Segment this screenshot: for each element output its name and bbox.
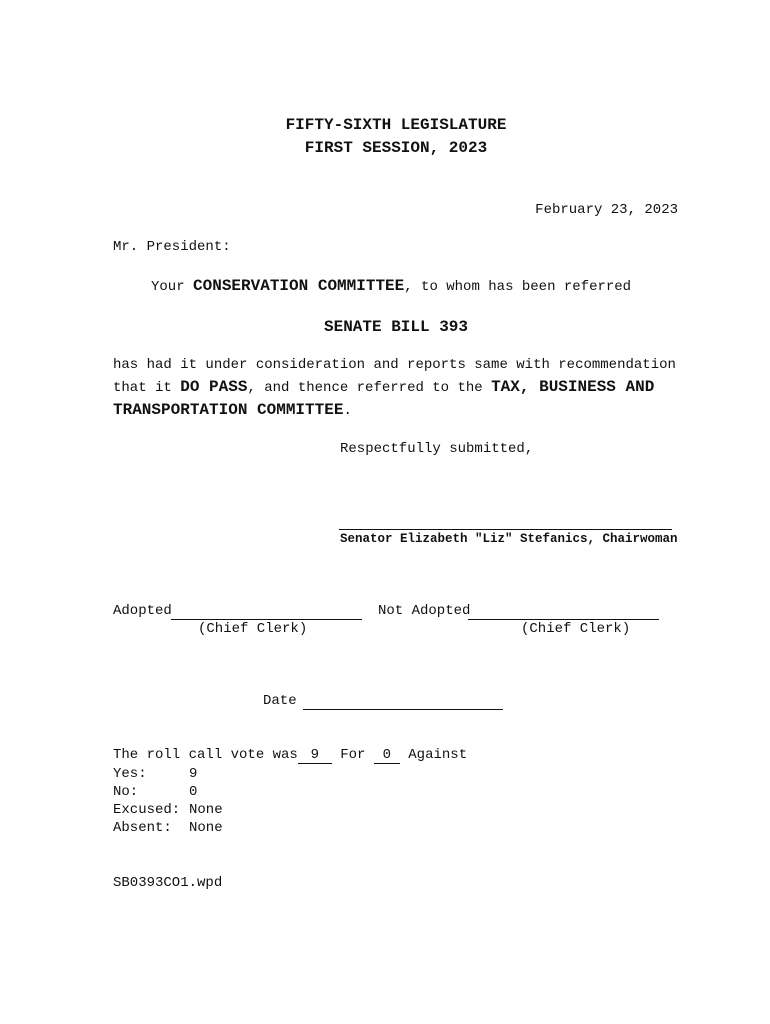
salutation: Mr. President: [113,239,231,255]
roll-call-intro: The roll call vote was [113,747,298,763]
committee-name: CONSERVATION COMMITTEE [193,277,405,295]
next-committee-part2: TRANSPORTATION COMMITTEE [113,401,344,419]
vote-row-value: 0 [189,784,198,800]
next-committee-part1: TAX, BUSINESS AND [491,378,655,396]
adopted-clerk-label: (Chief Clerk) [198,621,308,637]
for-count: 9 [298,747,332,764]
vote-row [113,802,223,818]
not-adopted-label: Not Adopted [378,603,471,619]
report-line-2 [113,378,654,396]
closing: Respectfully submitted, [340,441,534,457]
adopted-signature-line [171,619,362,620]
vote-row-label: Excused: [113,802,181,818]
session-heading: FIRST SESSION, 2023 [304,139,488,157]
file-name: SB0393CO1.wpd [113,875,223,891]
not-adopted-clerk-label: (Chief Clerk) [521,621,631,637]
against-count: 0 [374,747,400,764]
vote-row-label: Yes: [113,766,147,782]
date-line [303,709,503,710]
adopted-label: Adopted [113,603,172,619]
report-date: February 23, 2023 [535,202,678,218]
date-label: Date [263,693,297,709]
signer-name: Senator Elizabeth "Liz" Stefanics, Chairwoman [340,532,678,546]
against-label: Against [408,747,468,763]
signature-line [339,529,672,530]
report-line-1: has had it under consideration and reports same with recommendation [113,357,676,373]
vote-row-value: None [189,820,223,836]
vote-row [113,766,197,782]
roll-call-line [113,747,467,764]
report-line-2-middle: , and thence referred to the [247,380,492,396]
referral-prefix: Your [151,279,194,295]
bill-number: SENATE BILL 393 [323,318,469,336]
legislature-heading: FIFTY-SIXTH LEGISLATURE [285,116,507,134]
vote-row-label: No: [113,784,139,800]
vote-row-value: 9 [189,766,198,782]
report-line-2-prefix: that it [113,380,181,396]
vote-row-label: Absent: [113,820,172,836]
referral-sentence [151,277,631,295]
vote-row [113,820,223,836]
report-line-3 [113,401,352,419]
recommendation: DO PASS [180,378,248,396]
report-end: . [343,403,352,419]
referral-suffix: , to whom has been referred [404,279,632,295]
for-label: For [340,747,366,763]
vote-row [113,784,197,800]
not-adopted-signature-line [468,619,659,620]
vote-row-value: None [189,802,223,818]
